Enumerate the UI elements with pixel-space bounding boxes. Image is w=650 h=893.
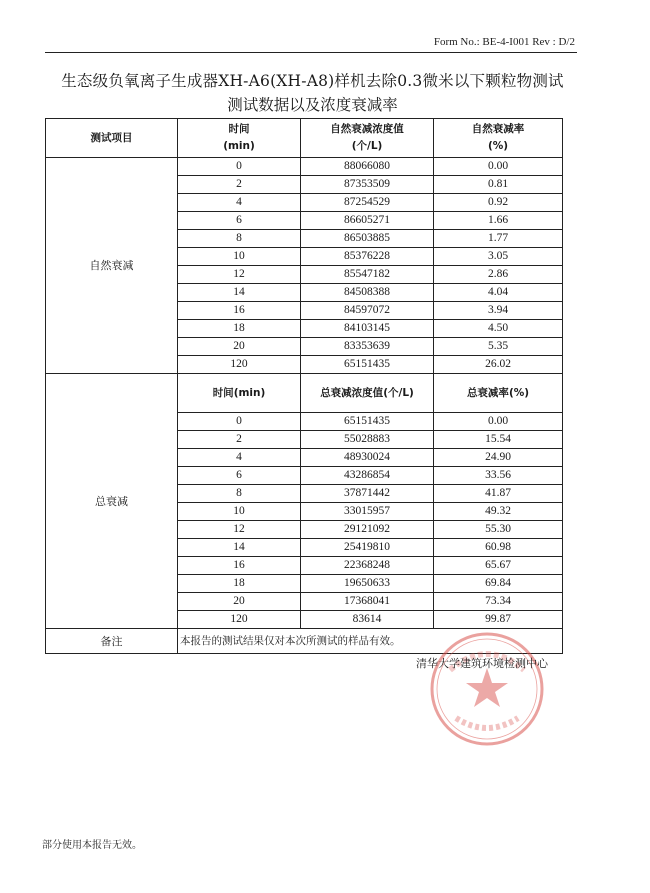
header-natural-rate-unit: (%): [487, 140, 509, 152]
rate-cell: 4.04: [434, 284, 563, 302]
concentration-cell: 88066080: [301, 158, 434, 176]
rate-cell: 1.66: [434, 212, 563, 230]
header-natural-conc: [301, 119, 434, 158]
time-cell: 8: [178, 230, 301, 248]
header-time-unit: (min): [223, 140, 255, 152]
concentration-cell: 17368041: [301, 593, 434, 611]
rate-cell: 41.87: [434, 485, 563, 503]
time-cell: 120: [178, 611, 301, 629]
header-natural-rate: [434, 119, 563, 158]
seal-star-icon: [466, 668, 508, 707]
header-test-item: 测试项目: [46, 119, 178, 158]
rate-cell: 3.05: [434, 248, 563, 266]
results-table: [45, 118, 563, 654]
concentration-cell: 43286854: [301, 467, 434, 485]
concentration-cell: 83353639: [301, 338, 434, 356]
issuing-organization: 清华大学建筑环境检测中心: [416, 657, 548, 670]
table-header-row: [46, 119, 563, 158]
rate-cell: 15.54: [434, 431, 563, 449]
time-cell: 6: [178, 467, 301, 485]
concentration-cell: 85547182: [301, 266, 434, 284]
time-cell: 6: [178, 212, 301, 230]
concentration-cell: 84508388: [301, 284, 434, 302]
concentration-cell: 65151435: [301, 413, 434, 431]
notes-text: 本报告的测试结果仅对本次所测试的样品有效。: [178, 629, 563, 654]
time-cell: 0: [178, 158, 301, 176]
rate-cell: 0.00: [434, 413, 563, 431]
footnote: 部分使用本报告无效。: [42, 840, 142, 851]
time-cell: 12: [178, 521, 301, 539]
subheader-total-rate: [434, 374, 563, 413]
time-cell: 20: [178, 593, 301, 611]
rate-cell: 1.77: [434, 230, 563, 248]
concentration-cell: 84597072: [301, 302, 434, 320]
concentration-cell: 33015957: [301, 503, 434, 521]
time-cell: 12: [178, 266, 301, 284]
concentration-cell: 86503885: [301, 230, 434, 248]
rate-cell: 0.81: [434, 176, 563, 194]
concentration-cell: 84103145: [301, 320, 434, 338]
time-cell: 14: [178, 284, 301, 302]
rate-cell: 60.98: [434, 539, 563, 557]
rate-cell: 99.87: [434, 611, 563, 629]
form-number: Form No.: BE-4-I001 Rev : D/2: [433, 36, 575, 48]
rate-cell: 2.86: [434, 266, 563, 284]
time-cell: 14: [178, 539, 301, 557]
time-cell: 18: [178, 575, 301, 593]
rate-cell: 49.32: [434, 503, 563, 521]
rate-cell: 33.56: [434, 467, 563, 485]
header-rule: [45, 52, 577, 53]
rate-cell: 55.30: [434, 521, 563, 539]
subheader-total-conc-unit: (个/L): [383, 386, 414, 399]
rate-cell: 5.35: [434, 338, 563, 356]
time-cell: 16: [178, 557, 301, 575]
rate-cell: 65.67: [434, 557, 563, 575]
time-cell: 18: [178, 320, 301, 338]
notes-label: 备注: [46, 629, 178, 654]
group-total-decay: 总衰减: [46, 374, 178, 629]
concentration-cell: 85376228: [301, 248, 434, 266]
rate-cell: 0.92: [434, 194, 563, 212]
concentration-cell: 65151435: [301, 356, 434, 374]
subheader-total-rate-label: 总衰减率: [466, 386, 509, 399]
time-cell: 4: [178, 194, 301, 212]
header-time: [178, 119, 301, 158]
time-cell: 16: [178, 302, 301, 320]
concentration-cell: 86605271: [301, 212, 434, 230]
concentration-cell: 87353509: [301, 176, 434, 194]
header-natural-conc-label: 自然衰减浓度值: [330, 123, 404, 135]
subheader-total-rate-unit: (%): [508, 386, 530, 399]
header-natural-conc-unit: (个/L): [351, 140, 383, 152]
rate-cell: 69.84: [434, 575, 563, 593]
time-cell: 10: [178, 503, 301, 521]
rate-cell: 26.02: [434, 356, 563, 374]
rate-cell: 3.94: [434, 302, 563, 320]
concentration-cell: 48930024: [301, 449, 434, 467]
subheader-time-unit: (min): [233, 386, 266, 399]
rate-cell: 0.00: [434, 158, 563, 176]
rate-cell: 24.90: [434, 449, 563, 467]
concentration-cell: 25419810: [301, 539, 434, 557]
time-cell: 2: [178, 431, 301, 449]
concentration-cell: 19650633: [301, 575, 434, 593]
subheader-total-conc: [301, 374, 434, 413]
header-natural-rate-label: 自然衰减率: [471, 123, 525, 135]
rate-cell: 73.34: [434, 593, 563, 611]
concentration-cell: 83614: [301, 611, 434, 629]
time-cell: 20: [178, 338, 301, 356]
concentration-cell: 22368248: [301, 557, 434, 575]
concentration-cell: 55028883: [301, 431, 434, 449]
time-cell: 4: [178, 449, 301, 467]
concentration-cell: 29121092: [301, 521, 434, 539]
subheader-time-label: 时间: [212, 386, 234, 399]
report-title: 生态级负氧离子生成器XH-A6(XH-A8)样机去除0.3微米以下颗粒物测试: [61, 72, 564, 90]
header-time-label: 时间: [228, 123, 250, 135]
total-header-row: [46, 374, 563, 413]
group-natural-decay: 自然衰减: [46, 158, 178, 374]
time-cell: 8: [178, 485, 301, 503]
concentration-cell: 87254529: [301, 194, 434, 212]
time-cell: 2: [178, 176, 301, 194]
subheader-total-conc-label: 总衰减浓度值: [320, 386, 384, 399]
report-subtitle: 测试数据以及浓度衰减率: [227, 96, 398, 114]
time-cell: 0: [178, 413, 301, 431]
time-cell: 120: [178, 356, 301, 374]
concentration-cell: 37871442: [301, 485, 434, 503]
natural-row: [46, 158, 563, 176]
official-seal: [428, 630, 546, 748]
subheader-time: [178, 374, 301, 413]
time-cell: 10: [178, 248, 301, 266]
rate-cell: 4.50: [434, 320, 563, 338]
